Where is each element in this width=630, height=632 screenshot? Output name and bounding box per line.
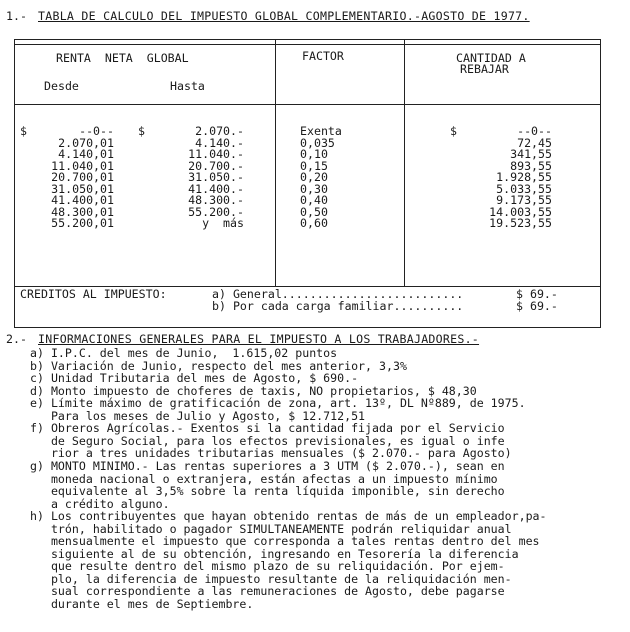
header-cantidad: CANTIDAD A: [456, 51, 526, 65]
info-line: g) MONTO MINIMO.- Las rentas superiores a 3 UTM ($ 2.070.-), sean en: [30, 458, 505, 473]
cell-hasta: y más: [202, 216, 244, 230]
header-renta: RENTA NETA GLOBAL: [56, 51, 189, 65]
info-line: d) Monto impuesto de choferes de taxis, NO propietarios, $ 48,30: [30, 383, 477, 398]
cell-desde: 4.140,01: [58, 147, 114, 161]
column-divider: [404, 40, 405, 286]
cell-cantidad: 19.523,55: [489, 216, 552, 230]
cell-hasta: 55.200.-: [188, 204, 244, 219]
info-line: mensualmente el impuesto que corresponda a tales rentas dentro del mes: [30, 534, 540, 549]
cell-factor: Exenta: [300, 124, 342, 138]
cell-desde: 20.700,01: [51, 170, 114, 184]
credito-carga-value: $ 69.-: [516, 299, 558, 313]
cell-factor: 0,15: [300, 158, 328, 173]
cell-hasta: 41.400.-: [188, 181, 244, 196]
cell-factor: 0,60: [300, 216, 328, 230]
cell-cantidad: 893,55: [510, 158, 552, 173]
section-title: INFORMACIONES GENERALES PARA EL IMPUESTO A LOS TRABAJADORES.-: [38, 332, 480, 346]
cell-desde: 48.300,01: [51, 204, 114, 219]
cell-desde: 55.200,01: [51, 216, 114, 230]
section-title: TABLA DE CALCULO DEL IMPUESTO GLOBAL COMPLEMENTARIO.-AGOSTO DE 1977.: [38, 9, 530, 23]
cell-factor: 0,30: [300, 181, 328, 196]
section-number: 1.-: [6, 9, 27, 23]
header-rebajar: REBAJAR: [460, 62, 509, 76]
cell-hasta: 20.700.-: [188, 158, 244, 173]
info-line: sual correspondiente a las remuneraciones de Agosto, debe pagarse: [30, 584, 505, 599]
table-top-rule: [14, 44, 600, 45]
header-rule: [14, 104, 600, 105]
info-line: durante el mes de Septiembre.: [30, 597, 254, 611]
cell-cantidad: 72,45: [517, 135, 552, 150]
column-divider: [275, 40, 276, 286]
header-factor: FACTOR: [302, 49, 344, 63]
info-line: de Seguro Social, para los efectos previsionales, es igual o infe: [30, 433, 505, 448]
header-desde: Desde: [44, 79, 79, 93]
cell-cantidad: 1.928,55: [496, 170, 552, 184]
cell-hasta: 48.300.-: [188, 193, 244, 207]
cell-cantidad: --0--: [517, 124, 552, 138]
info-line: trón, habilitado o pagador SIMULTANEAMENTE podrán reliquidar anual: [30, 521, 512, 536]
cell-hasta: 2.070.-: [195, 124, 244, 138]
info-line: a) I.P.C. del mes de Junio, 1.615,02 puntos: [30, 346, 338, 360]
info-line: que resulte dentro del mismo plazo de su reliquidación. Por ejem-: [30, 559, 505, 574]
cell-factor: 0,40: [300, 193, 328, 207]
cell-cantidad: 341,55: [510, 147, 552, 161]
cell-hasta: 4.140.-: [195, 135, 244, 150]
cell-cantidad: 14.003,55: [489, 204, 552, 219]
credito-general-value: $ 69.-: [516, 287, 558, 301]
info-line: c) Unidad Tributaria del mes de Agosto, $ 690.-: [30, 371, 359, 386]
info-line: f) Obreros Agrícolas.- Exentos si la cantidad fijada por el Servicio: [30, 421, 505, 436]
info-line: equivalente al 3,5% sobre la renta líquida imponible, sin derecho: [30, 484, 505, 499]
info-line: Para los meses de Julio y Agosto, $ 12.712,51: [30, 408, 366, 423]
section-number: 2.-: [6, 332, 27, 346]
cell-factor: 0,20: [300, 170, 328, 184]
info-line: siguiente al de su obtención, ingresando en Tesorería la diferencia: [30, 546, 519, 561]
creditos-label: CREDITOS AL IMPUESTO:: [20, 287, 167, 301]
info-line: rior a tres unidades tributarias mensuales ($ 2.070.- para Agosto): [30, 446, 512, 461]
cell-factor: 0,035: [300, 135, 335, 150]
header-hasta: Hasta: [170, 79, 205, 93]
cell-factor: 0,10: [300, 147, 328, 161]
cell-cur3: $: [450, 124, 457, 138]
info-line: a crédito alguno.: [30, 496, 170, 511]
cell-desde: 11.040,01: [51, 158, 114, 173]
cell-desde: 2.070,01: [58, 135, 114, 150]
credito-general: a) General..........................: [212, 287, 464, 301]
info-line: h) Los contribuyentes que hayan obtenido rentas de más de un empleador,pa-: [30, 509, 547, 524]
cell-cur2: $: [138, 124, 145, 138]
info-line: moneda nacional o extranjera, están afectas a un impuesto mínimo: [30, 471, 498, 486]
info-line: e) Límite máximo de gratificación de zona, art. 13º, DL Nº889, de 1975.: [30, 396, 526, 411]
info-line: b) Variación de Junio, respecto del mes anterior, 3,3%: [30, 358, 407, 373]
cell-factor: 0,50: [300, 204, 328, 219]
cell-desde: 41.400,01: [51, 193, 114, 207]
cell-hasta: 11.040.-: [188, 147, 244, 161]
cell-desde: --0--: [79, 124, 114, 138]
info-line: plo, la diferencia de impuesto resultante de la reliquidación men-: [30, 571, 512, 586]
cell-desde: 31.050,01: [51, 181, 114, 196]
cell-cantidad: 9.173,55: [496, 193, 552, 207]
cell-hasta: 31.050.-: [188, 170, 244, 184]
cell-cantidad: 5.033,55: [496, 181, 552, 196]
credito-carga: b) Por cada carga familiar..........: [212, 299, 464, 313]
cell-cur1: $: [20, 124, 27, 138]
